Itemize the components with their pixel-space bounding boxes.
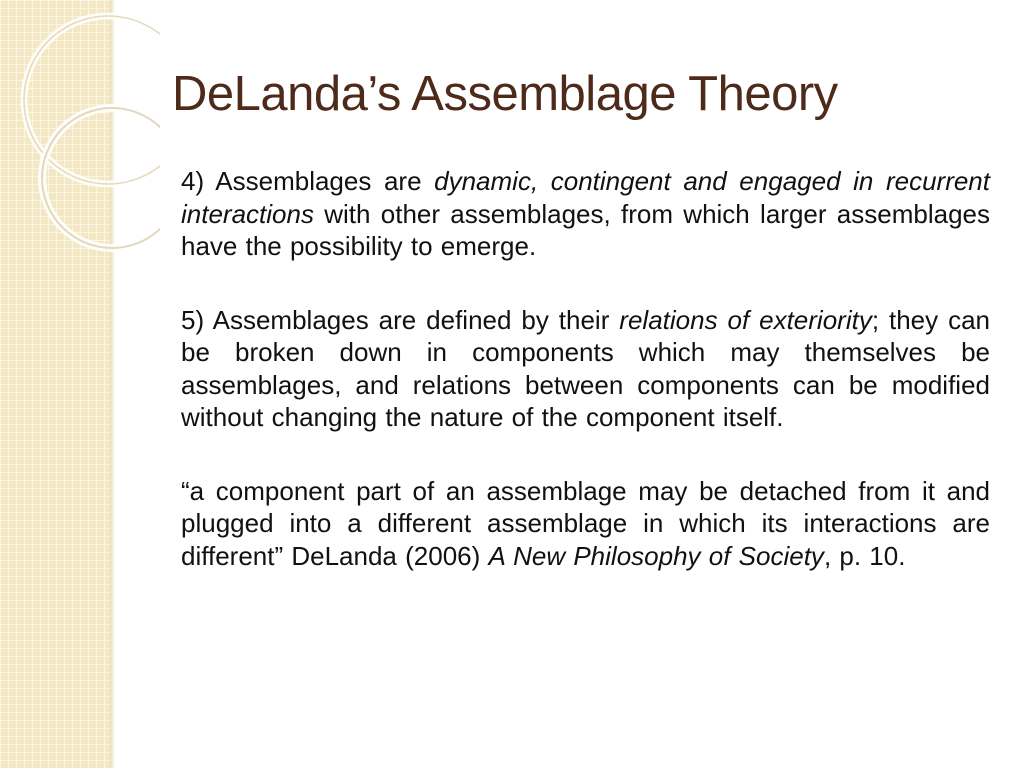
slide-title: DeLanda’s Assemblage Theory [172, 67, 838, 121]
point-4-emphasis: dynamic, contingent and engaged in recurrent interactions [181, 166, 990, 229]
decorative-rings [0, 0, 160, 300]
quote-citation: , p. 10. [823, 540, 906, 571]
slide-body [181, 165, 990, 613]
point-5 [181, 304, 990, 434]
point-4 [181, 165, 990, 263]
point-4-tail: with other assemblages, from which larger assemblages have the possibility to emerge. [181, 198, 990, 261]
point-4-lead: 4) Assemblages are [181, 166, 435, 196]
point-5-tail: ; they can be broken down in components which may themselves be assemblages, and relations between components can be modified without changing the nature of the component itself. [181, 304, 990, 432]
quote [181, 475, 990, 573]
book-title: A New Philosophy of Society [488, 540, 824, 571]
point-5-lead: 5) Assemblages are defined by their [181, 304, 620, 335]
quote-text: “a component part of an assemblage may be detached from it and plugged into a different assemblage in which its interactions are different” DeLanda (2006) [181, 475, 990, 571]
point-5-emphasis: relations of exteriority [619, 304, 872, 335]
